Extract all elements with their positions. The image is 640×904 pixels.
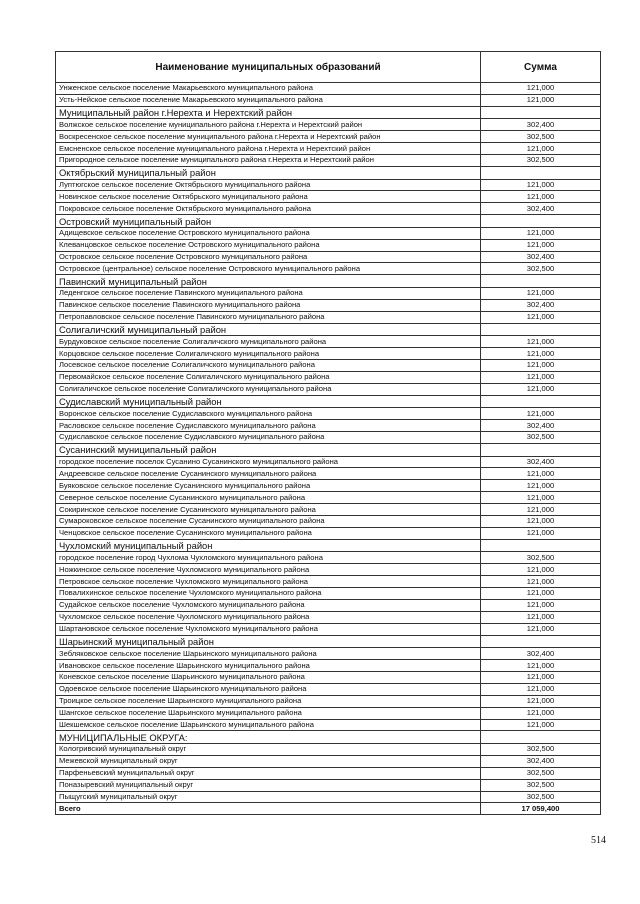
- table-row: [56, 564, 601, 576]
- amount-cell: 302,400: [481, 251, 601, 263]
- amount-cell: 121,000: [481, 576, 601, 588]
- municipality-name: Островское (центральное) сельское поселение Островского муниципального района: [56, 263, 481, 275]
- table-row: [56, 155, 601, 167]
- table-row: [56, 456, 601, 468]
- total-row: [56, 803, 601, 815]
- group-header-row: [56, 395, 601, 408]
- municipality-name: Клеванцовское сельское поселение Островского муниципального района: [56, 239, 481, 251]
- group-title: Островский муниципальный район: [56, 215, 481, 228]
- table-row: [56, 683, 601, 695]
- table-row: [56, 179, 601, 191]
- table-row: [56, 755, 601, 767]
- amount-cell: 302,400: [481, 456, 601, 468]
- table-row: [56, 263, 601, 275]
- amount-cell: 302,400: [481, 420, 601, 432]
- municipality-name: Судиславское сельское поселение Судиславского муниципального района: [56, 432, 481, 444]
- municipality-name: Шекшемское сельское поселение Шарьинского муниципального района: [56, 719, 481, 731]
- amount-cell: 121,000: [481, 719, 601, 731]
- municipality-name: Поназыревский муниципальный округ: [56, 779, 481, 791]
- table-row: [56, 671, 601, 683]
- table-row: [56, 143, 601, 155]
- group-header-row: [56, 106, 601, 119]
- amount-cell: 121,000: [481, 336, 601, 348]
- table-row: [56, 251, 601, 263]
- amount-cell: 121,000: [481, 564, 601, 576]
- group-title: Судиславский муниципальный район: [56, 395, 481, 408]
- amount-cell: 121,000: [481, 515, 601, 527]
- amount-cell: [481, 323, 601, 336]
- table-row: [56, 191, 601, 203]
- amount-cell: 121,000: [481, 83, 601, 95]
- table-row: [56, 791, 601, 803]
- page-number: 514: [591, 835, 606, 846]
- amount-cell: 121,000: [481, 143, 601, 155]
- amount-cell: 121,000: [481, 408, 601, 420]
- table-row: [56, 420, 601, 432]
- amount-cell: 121,000: [481, 227, 601, 239]
- table-row: [56, 227, 601, 239]
- table-row: [56, 360, 601, 372]
- amount-cell: 302,400: [481, 203, 601, 215]
- amount-cell: 121,000: [481, 599, 601, 611]
- group-title: Солигаличский муниципальный район: [56, 323, 481, 336]
- municipality-name: Сокиринское сельское поселение Сусанинского муниципального района: [56, 504, 481, 516]
- amount-cell: 121,000: [481, 311, 601, 323]
- amount-cell: 302,500: [481, 779, 601, 791]
- municipality-name: Луптюгское сельское поселение Октябрьского муниципального района: [56, 179, 481, 191]
- amount-cell: 302,400: [481, 755, 601, 767]
- municipality-name: Пригородное сельское поселение муниципального района г.Нерехта и Нерехтский район: [56, 155, 481, 167]
- table-row: [56, 311, 601, 323]
- municipality-name: Шартановское сельское поселение Чухломского муниципального района: [56, 623, 481, 635]
- amount-cell: 121,000: [481, 360, 601, 372]
- amount-cell: 302,500: [481, 432, 601, 444]
- municipality-name: Емсненское сельское поселение муниципального района г.Нерехта и Нерехтский район: [56, 143, 481, 155]
- table-row: [56, 299, 601, 311]
- municipality-name: Коневское сельское поселение Шарьинского муниципального района: [56, 671, 481, 683]
- municipality-name: Троицкое сельское поселение Шарьинского муниципального района: [56, 695, 481, 707]
- table-row: [56, 119, 601, 131]
- amount-cell: 121,000: [481, 683, 601, 695]
- table-row: [56, 492, 601, 504]
- table-row: [56, 383, 601, 395]
- amount-cell: 121,000: [481, 239, 601, 251]
- table-row: [56, 83, 601, 95]
- municipality-name: Островское сельское поселение Островского муниципального района: [56, 251, 481, 263]
- table-row: [56, 504, 601, 516]
- table-row: [56, 515, 601, 527]
- amount-cell: [481, 731, 601, 744]
- amount-cell: 121,000: [481, 623, 601, 635]
- amount-cell: 121,000: [481, 287, 601, 299]
- table-row: [56, 131, 601, 143]
- table-row: [56, 719, 601, 731]
- municipality-name: Первомайское сельское поселение Солигаличского муниципального района: [56, 371, 481, 383]
- municipality-name: Волжское сельское поселение муниципального района г.Нерехта и Нерехтский район: [56, 119, 481, 131]
- group-header-row: [56, 166, 601, 179]
- group-title: МУНИЦИПАЛЬНЫЕ ОКРУГА:: [56, 731, 481, 744]
- amount-cell: 121,000: [481, 504, 601, 516]
- municipality-name: Корцовское сельское поселение Солигаличского муниципального района: [56, 348, 481, 360]
- amount-cell: [481, 443, 601, 456]
- table-row: [56, 588, 601, 600]
- group-header-row: [56, 275, 601, 288]
- group-header-row: [56, 323, 601, 336]
- header-sum: Сумма: [481, 52, 601, 83]
- amount-cell: 302,500: [481, 155, 601, 167]
- amount-cell: 121,000: [481, 611, 601, 623]
- header-row: [56, 52, 601, 83]
- table-row: [56, 744, 601, 756]
- municipality-name: Воронское сельское поселение Судиславского муниципального района: [56, 408, 481, 420]
- municipality-name: Андреевское сельское поселение Сусанинского муниципального района: [56, 468, 481, 480]
- municipality-name: Бурдуковское сельское поселение Солигаличского муниципального района: [56, 336, 481, 348]
- municipality-name: Новинское сельское поселение Октябрьского муниципального района: [56, 191, 481, 203]
- amount-cell: [481, 539, 601, 552]
- amount-cell: 121,000: [481, 480, 601, 492]
- table-row: [56, 527, 601, 539]
- municipality-name: Чухломское сельское поселение Чухломского муниципального района: [56, 611, 481, 623]
- municipality-name: Сумароковское сельское поселение Сусанинского муниципального района: [56, 515, 481, 527]
- table-row: [56, 336, 601, 348]
- amount-cell: 121,000: [481, 588, 601, 600]
- amount-cell: [481, 215, 601, 228]
- amount-cell: 302,400: [481, 119, 601, 131]
- amount-cell: 121,000: [481, 707, 601, 719]
- table-row: [56, 552, 601, 564]
- table-row: [56, 480, 601, 492]
- municipality-name: Покровское сельское поселение Октябрьского муниципального района: [56, 203, 481, 215]
- table-row: [56, 767, 601, 779]
- amount-cell: [481, 395, 601, 408]
- header-name: Наименование муниципальных образований: [56, 52, 481, 83]
- amount-cell: 302,500: [481, 767, 601, 779]
- group-header-row: [56, 539, 601, 552]
- group-header-row: [56, 731, 601, 744]
- group-header-row: [56, 443, 601, 456]
- amount-cell: 302,500: [481, 552, 601, 564]
- table-row: [56, 432, 601, 444]
- table-row: [56, 623, 601, 635]
- table-row: [56, 468, 601, 480]
- table-row: [56, 408, 601, 420]
- municipality-name: Солигаличское сельское поселение Солигаличского муниципального района: [56, 383, 481, 395]
- municipality-name: Леденгское сельское поселение Павинского муниципального района: [56, 287, 481, 299]
- table-row: [56, 707, 601, 719]
- table-row: [56, 371, 601, 383]
- total-label: Всего: [56, 803, 481, 815]
- table-row: [56, 611, 601, 623]
- table-row: [56, 239, 601, 251]
- municipality-name: Ченцовское сельское поселение Сусанинского муниципального района: [56, 527, 481, 539]
- total-value: 17 059,400: [481, 803, 601, 815]
- group-title: Шарьинский муниципальный район: [56, 635, 481, 648]
- amount-cell: 302,500: [481, 744, 601, 756]
- municipality-name: Северное сельское поселение Сусанинского муниципального района: [56, 492, 481, 504]
- amount-cell: [481, 635, 601, 648]
- table-row: [56, 94, 601, 106]
- group-title: Павинский муниципальный район: [56, 275, 481, 288]
- table-row: [56, 599, 601, 611]
- amount-cell: 121,000: [481, 671, 601, 683]
- municipality-name: Лосевское сельское поселение Солигаличского муниципального района: [56, 360, 481, 372]
- municipality-name: Расловское сельское поселение Судиславского муниципального района: [56, 420, 481, 432]
- group-title: Октябрьский муниципальный район: [56, 166, 481, 179]
- amount-cell: 121,000: [481, 348, 601, 360]
- municipality-name: городское поселение поселок Сусанино Сусанинского муниципального района: [56, 456, 481, 468]
- table-row: [56, 576, 601, 588]
- municipality-name: Унженское сельское поселение Макарьевского муниципального района: [56, 83, 481, 95]
- amount-cell: 121,000: [481, 191, 601, 203]
- municipality-name: Буяковское сельское поселение Сусанинского муниципального района: [56, 480, 481, 492]
- municipality-name: Ивановское сельское поселение Шарьинского муниципального района: [56, 660, 481, 672]
- amount-cell: 121,000: [481, 94, 601, 106]
- amount-cell: [481, 106, 601, 119]
- amount-cell: 121,000: [481, 179, 601, 191]
- group-title: Сусанинский муниципальный район: [56, 443, 481, 456]
- amount-cell: [481, 166, 601, 179]
- group-title: Чухломский муниципальный район: [56, 539, 481, 552]
- amount-cell: 121,000: [481, 383, 601, 395]
- table-row: [56, 695, 601, 707]
- municipality-name: Ножкинское сельское поселение Чухломского муниципального района: [56, 564, 481, 576]
- table-body: [56, 83, 601, 815]
- table-row: [56, 203, 601, 215]
- amount-cell: [481, 275, 601, 288]
- municipality-name: городское поселение город Чухлома Чухломского муниципального района: [56, 552, 481, 564]
- municipality-name: Петропавловское сельское поселение Павинского муниципального района: [56, 311, 481, 323]
- table-row: [56, 348, 601, 360]
- amount-cell: 121,000: [481, 527, 601, 539]
- group-title: Муниципальный район г.Нерехта и Нерехтский район: [56, 106, 481, 119]
- table-row: [56, 287, 601, 299]
- municipality-name: Судайское сельское поселение Чухломского муниципального района: [56, 599, 481, 611]
- municipality-name: Парфеньевский муниципальный округ: [56, 767, 481, 779]
- municipality-name: Адищевское сельское поселение Островского муниципального района: [56, 227, 481, 239]
- table-row: [56, 648, 601, 660]
- amount-cell: 302,400: [481, 648, 601, 660]
- municipality-name: Пыщугский муниципальный округ: [56, 791, 481, 803]
- amount-cell: 121,000: [481, 695, 601, 707]
- table-row: [56, 660, 601, 672]
- municipality-name: Зебляковское сельское поселение Шарьинского муниципального района: [56, 648, 481, 660]
- amount-cell: 302,500: [481, 791, 601, 803]
- municipality-name: Межевской муниципальный округ: [56, 755, 481, 767]
- group-header-row: [56, 635, 601, 648]
- municipality-name: Петровское сельское поселение Чухломского муниципального района: [56, 576, 481, 588]
- municipality-name: Павинское сельское поселение Павинского муниципального района: [56, 299, 481, 311]
- allocation-table: [55, 51, 601, 815]
- amount-cell: 121,000: [481, 468, 601, 480]
- amount-cell: 121,000: [481, 492, 601, 504]
- municipality-name: Шангское сельское поселение Шарьинского муниципального района: [56, 707, 481, 719]
- amount-cell: 121,000: [481, 371, 601, 383]
- amount-cell: 302,500: [481, 263, 601, 275]
- municipality-name: Повалихинское сельское поселение Чухломского муниципального района: [56, 588, 481, 600]
- table-row: [56, 779, 601, 791]
- municipality-name: Усть-Нейское сельское поселение Макарьевского муниципального района: [56, 94, 481, 106]
- municipality-name: Воскресенское сельское поселение муниципального района г.Нерехта и Нерехтский район: [56, 131, 481, 143]
- municipality-name: Кологривский муниципальный округ: [56, 744, 481, 756]
- group-header-row: [56, 215, 601, 228]
- municipality-name: Одоевское сельское поселение Шарьинского муниципального района: [56, 683, 481, 695]
- amount-cell: 121,000: [481, 660, 601, 672]
- amount-cell: 302,500: [481, 131, 601, 143]
- amount-cell: 302,400: [481, 299, 601, 311]
